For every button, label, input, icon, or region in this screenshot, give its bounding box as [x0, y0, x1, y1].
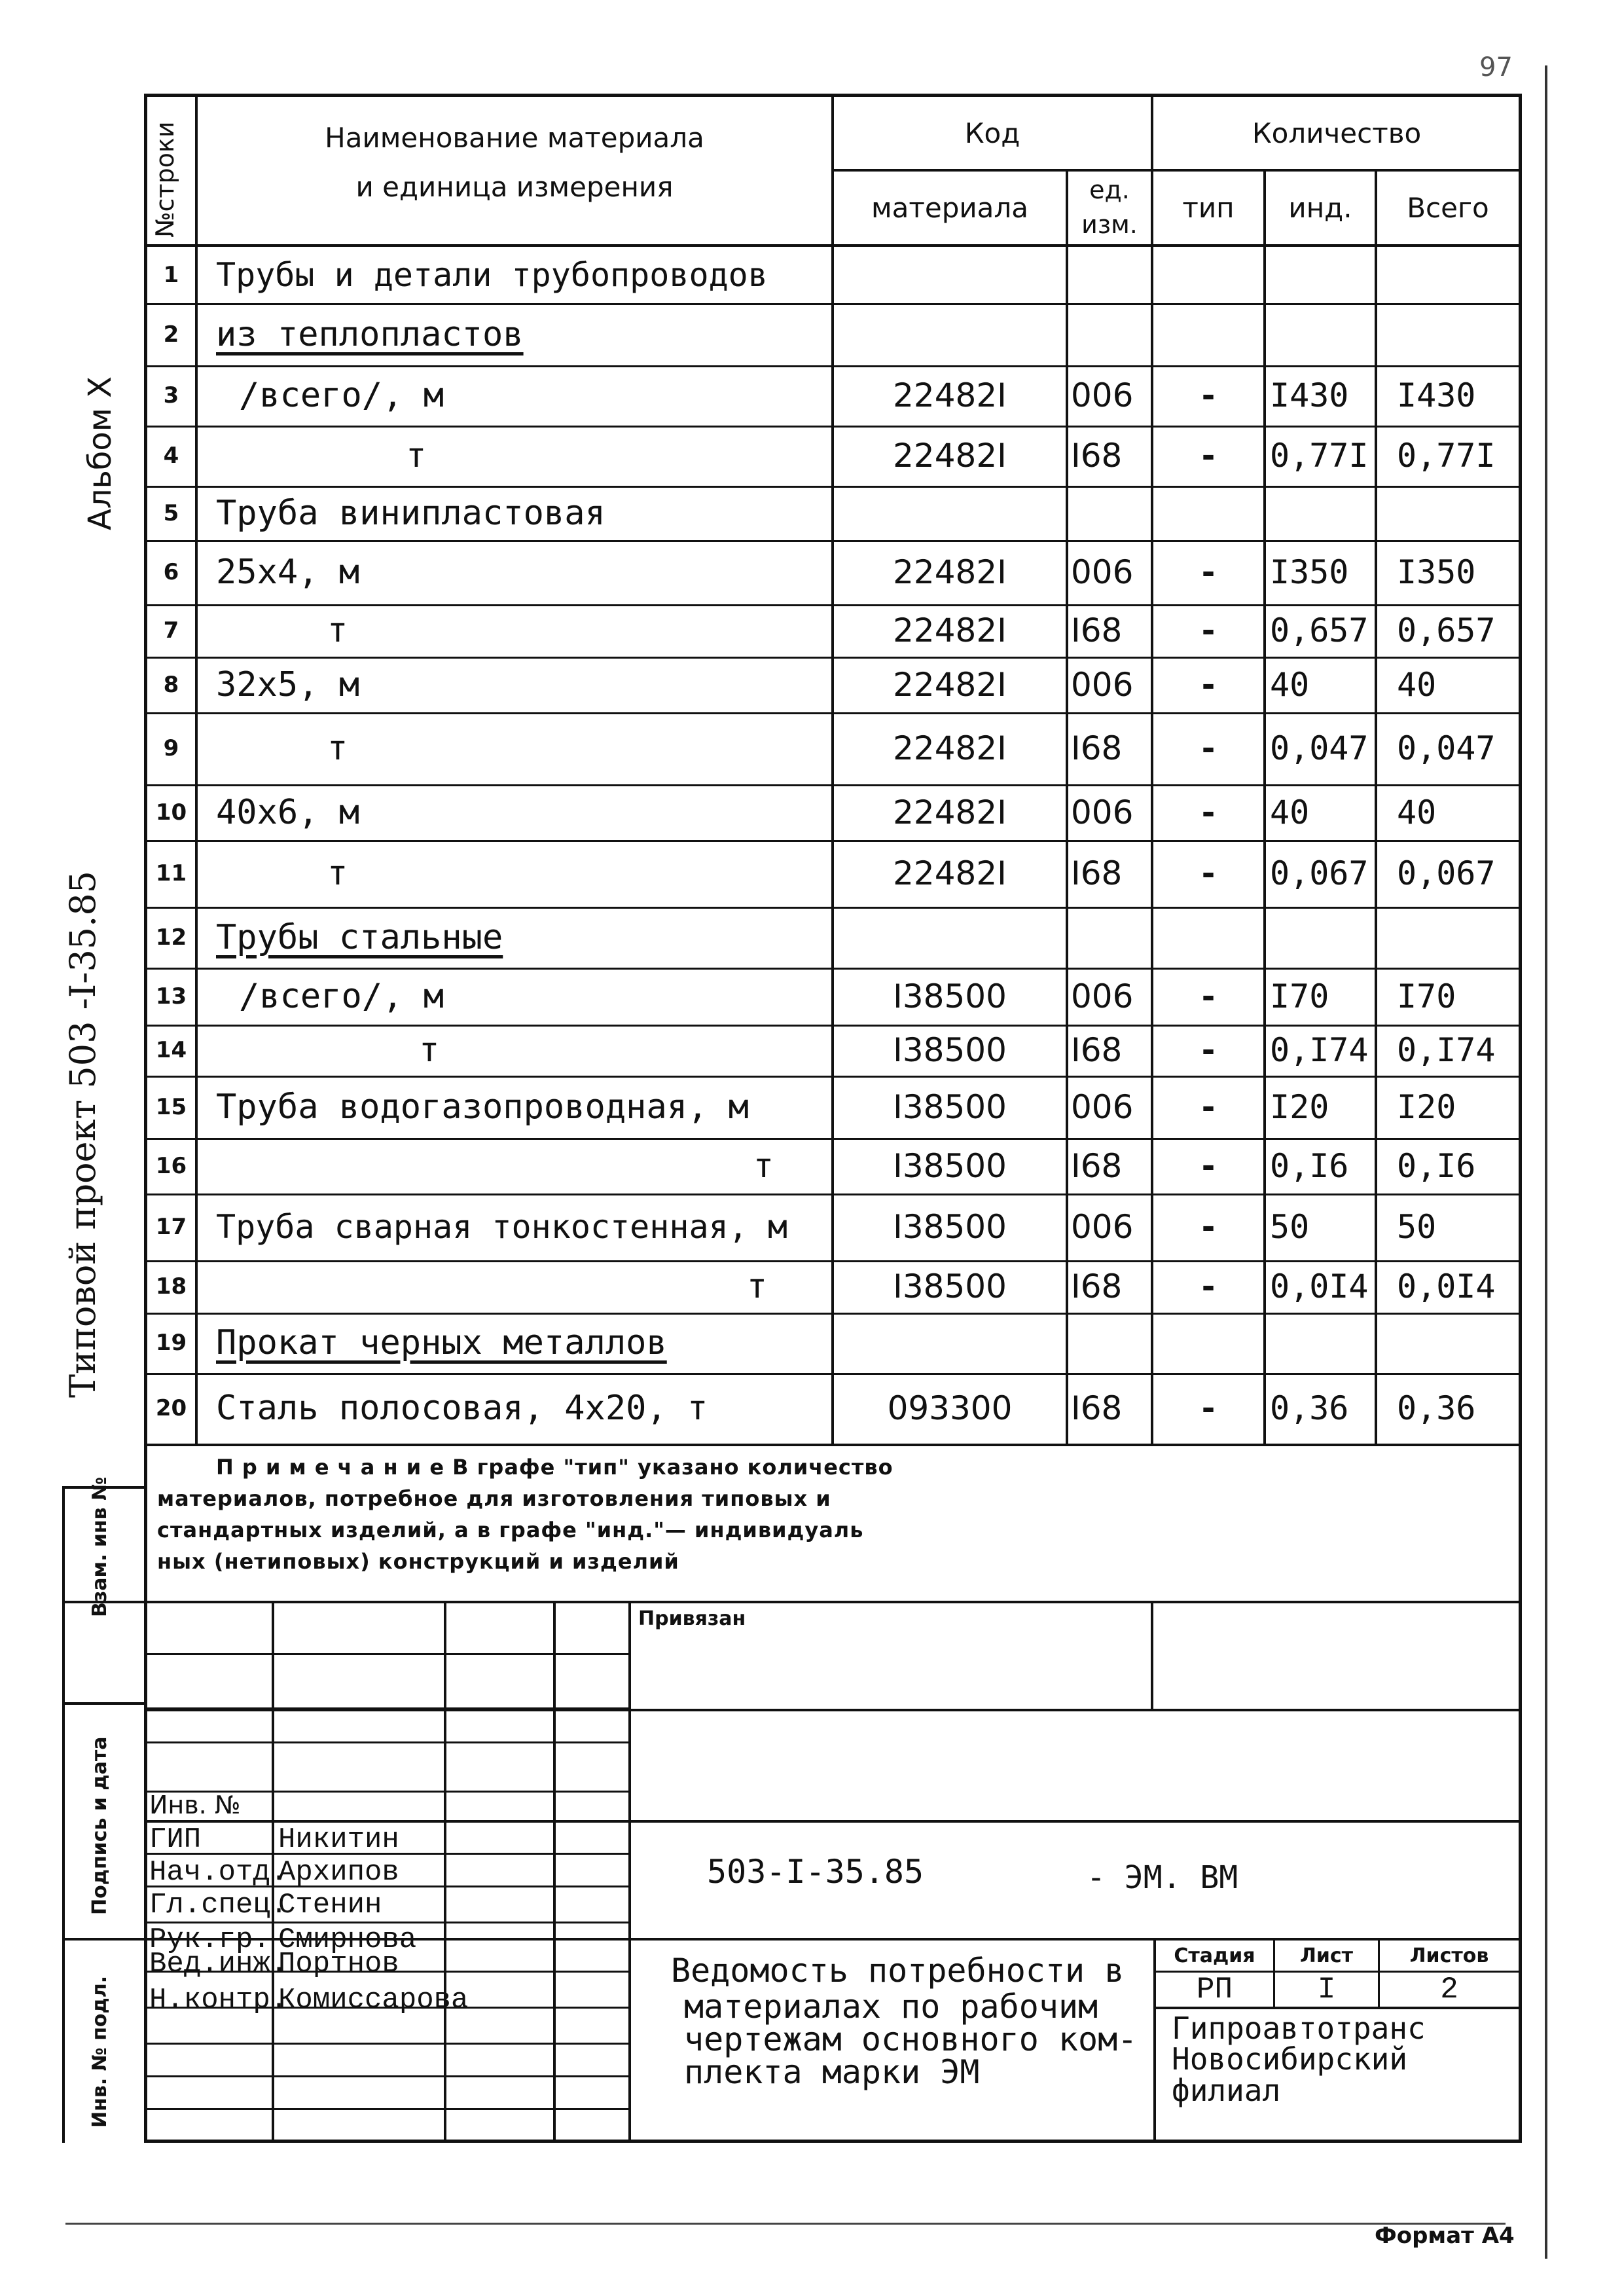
row-type: -: [1201, 854, 1216, 892]
signature-role: Гл.спец.: [149, 1889, 288, 1922]
code-header: Код: [964, 117, 1020, 149]
designation: 503-I-35.85: [707, 1853, 924, 1891]
privyazan-label: Привязан: [638, 1607, 746, 1630]
row-code: I38500: [893, 1087, 1007, 1126]
row-code: 22482I: [893, 553, 1007, 591]
row-name: т: [327, 729, 348, 768]
signature-name: Портнов: [278, 1948, 399, 1980]
row-type: -: [1201, 1208, 1216, 1246]
row-unit: [1071, 247, 1151, 303]
row-code: 22482I: [893, 376, 1007, 414]
row-ind: 50: [1270, 1208, 1310, 1246]
row-number: 4: [163, 443, 179, 469]
row-name: т: [327, 611, 348, 650]
row-total: [1377, 247, 1519, 303]
row-type: -: [1201, 793, 1216, 831]
signature-role: Н.контр.: [149, 1984, 288, 2016]
row-ind: 0,657: [1270, 611, 1369, 649]
row-name: из теплопластов: [216, 314, 524, 354]
row-number: 8: [163, 671, 179, 698]
unit-header-line1: ед.: [1089, 175, 1130, 204]
row-unit: I68: [1071, 1146, 1123, 1185]
row-type: -: [1201, 1267, 1216, 1305]
stage-label: Стадия: [1174, 1944, 1255, 1967]
row-type: [1153, 907, 1263, 968]
row-number: 5: [163, 500, 179, 526]
row-unit: I68: [1071, 854, 1123, 892]
sheet-value: I: [1317, 1973, 1336, 2007]
row-name: 25х4, м: [216, 553, 360, 592]
row-type: -: [1201, 1146, 1216, 1185]
row-total: 0,36: [1397, 1389, 1476, 1427]
row-code: I38500: [893, 1208, 1007, 1246]
row-type: -: [1201, 1031, 1216, 1069]
row-type: -: [1201, 729, 1216, 767]
row-name: Трубы и детали трубопроводов: [216, 256, 768, 294]
row-number: 18: [155, 1273, 187, 1300]
row-name: т: [753, 1146, 774, 1186]
vzam-label: Взам. инв №: [88, 1476, 111, 1617]
row-total: I20: [1397, 1087, 1456, 1126]
organization-3: филиал: [1172, 2073, 1281, 2108]
row-type: -: [1201, 376, 1216, 414]
row-ind: 0,36: [1270, 1389, 1349, 1427]
row-name: т: [406, 436, 427, 475]
row-code: I38500: [893, 1267, 1007, 1305]
row-number: 6: [163, 559, 179, 585]
row-total: 0,047: [1397, 729, 1496, 767]
row-name: 40х6, м: [216, 792, 360, 832]
row-code: 22482I: [893, 437, 1007, 475]
row-unit: I68: [1071, 611, 1123, 649]
row-code: 22482I: [893, 665, 1007, 704]
document-title-3: чертежам основного ком-: [684, 2020, 1138, 2058]
row-code: 22482I: [893, 854, 1007, 892]
row-ind: I430: [1270, 376, 1349, 414]
row-total: 0,77I: [1397, 437, 1496, 475]
row-name: Прокат черных металлов: [216, 1323, 667, 1362]
row-type: -: [1201, 553, 1216, 591]
row-code: [834, 1313, 1066, 1373]
row-total: 0,0I4: [1397, 1267, 1496, 1305]
row-code: 093300: [887, 1389, 1013, 1427]
row-name: т: [746, 1267, 767, 1306]
name-header-line1: Наименование материала: [325, 121, 704, 154]
row-unit: I68: [1071, 437, 1123, 475]
row-unit: [1071, 303, 1151, 365]
row-number: 3: [163, 382, 179, 409]
row-unit: I68: [1071, 1267, 1123, 1305]
row-code: I38500: [893, 1146, 1007, 1185]
row-unit: [1071, 1313, 1151, 1373]
row-total: I70: [1397, 977, 1456, 1015]
row-name: Труба водогазопроводная, м: [216, 1087, 749, 1127]
material-code-header: материала: [871, 192, 1028, 224]
row-number: 14: [155, 1037, 187, 1063]
row-total: 0,I74: [1397, 1031, 1496, 1069]
format-label: Формат А4: [1375, 2223, 1515, 2249]
row-number: 13: [155, 983, 187, 1010]
row-code: [834, 907, 1066, 968]
row-total: I350: [1397, 553, 1476, 591]
name-header-line2: и единица измерения: [355, 170, 674, 203]
row-number: 16: [155, 1152, 187, 1179]
row-type: [1153, 303, 1263, 365]
sheet-label: Лист: [1299, 1944, 1354, 1967]
row-unit: 006: [1071, 1208, 1134, 1246]
row-number: 15: [155, 1093, 187, 1120]
organization-2: Новосибирский: [1172, 2041, 1408, 2077]
row-total: [1377, 907, 1519, 968]
row-total: [1377, 486, 1519, 540]
row-type: -: [1201, 1087, 1216, 1126]
row-number: 7: [163, 617, 179, 644]
project-caption: Типовой проект 503 -I-35.85: [62, 870, 103, 1398]
podpis-label: Подпись и дата: [88, 1736, 111, 1915]
signature-name: Архипов: [278, 1856, 399, 1889]
row-ind: [1266, 303, 1375, 365]
signature-role: ГИП: [149, 1823, 202, 1856]
row-name: Трубы стальные: [216, 917, 503, 957]
row-unit: I68: [1071, 1389, 1123, 1427]
page-corner-number: 97: [1479, 52, 1513, 82]
total-header: Всего: [1407, 192, 1489, 224]
row-number: 10: [155, 799, 187, 826]
row-code: 22482I: [893, 729, 1007, 767]
row-type: -: [1201, 977, 1216, 1015]
row-ind: [1266, 247, 1375, 303]
row-unit: [1071, 907, 1151, 968]
note-line-4: ных (нетиповых) конструкций и изделий: [157, 1549, 679, 1574]
signature-name: Комиссарова: [278, 1984, 469, 2016]
row-type: [1153, 486, 1263, 540]
row-unit: [1071, 486, 1151, 540]
album-caption: Альбом Х: [82, 376, 118, 530]
row-total: [1377, 303, 1519, 365]
row-total: 0,067: [1397, 854, 1496, 892]
row-name: Труба сварная тонкостенная, м: [216, 1208, 787, 1246]
row-number: 9: [163, 735, 179, 761]
note-line-3: стандартных изделий, а в графе "инд."— индивидуаль: [157, 1518, 864, 1542]
row-type: [1153, 247, 1263, 303]
row-ind: 0,0I4: [1270, 1267, 1369, 1305]
row-number: 11: [155, 860, 187, 886]
signature-name: Смирнова: [278, 1923, 417, 1956]
row-name: Сталь полосовая, 4х20, т: [216, 1389, 708, 1428]
row-number: 19: [155, 1330, 187, 1356]
row-number: 17: [155, 1214, 187, 1240]
row-unit: 006: [1071, 665, 1134, 704]
row-ind: 0,I74: [1270, 1031, 1369, 1069]
row-ind: I350: [1270, 553, 1349, 591]
row-name: /всего/, м: [239, 376, 444, 415]
row-number: 1: [163, 262, 179, 288]
row-name: /всего/, м: [239, 976, 444, 1016]
row-type: -: [1201, 611, 1216, 649]
quantity-header: Количество: [1252, 117, 1422, 149]
signature-role: Вед.инж.: [149, 1948, 288, 1980]
document-title-1: Ведомость потребности в: [671, 1952, 1125, 1990]
row-code: [834, 247, 1066, 303]
row-unit: 006: [1071, 1087, 1134, 1126]
row-unit: 006: [1071, 977, 1134, 1015]
row-total: I430: [1397, 376, 1476, 414]
row-name: т: [327, 854, 348, 893]
row-number-header: №строки: [151, 121, 179, 238]
row-ind: 40: [1270, 665, 1310, 704]
row-unit: I68: [1071, 1031, 1123, 1069]
organization-1: Гипроавтотранс: [1172, 2011, 1426, 2046]
sheets-value: 2: [1440, 1973, 1458, 2007]
row-total: 0,657: [1397, 611, 1496, 649]
row-total: 40: [1397, 665, 1437, 704]
row-number: 12: [155, 924, 187, 951]
row-name: 32х5, м: [216, 665, 360, 704]
inv-podl-label: Инв. № подл.: [88, 1975, 111, 2128]
row-number: 2: [163, 321, 179, 348]
row-code: 22482I: [893, 611, 1007, 649]
row-name: Труба винипластовая: [216, 493, 605, 533]
mark-code: - ЭМ. ВМ: [1087, 1859, 1238, 1896]
signature-role: Нач.отд.: [149, 1856, 288, 1889]
row-total: 0,I6: [1397, 1146, 1476, 1185]
signature-name: Никитин: [278, 1823, 399, 1856]
row-code: [834, 303, 1066, 365]
row-ind: 0,I6: [1270, 1146, 1349, 1185]
row-type: -: [1201, 665, 1216, 704]
row-unit: 006: [1071, 793, 1134, 831]
row-type: -: [1201, 437, 1216, 475]
row-ind: 0,77I: [1270, 437, 1369, 475]
document-title-2: материалах по рабочим: [684, 1988, 1098, 2026]
unit-header-line2: изм.: [1081, 210, 1138, 239]
document-title-4: плекта марки ЭМ: [684, 2053, 980, 2091]
stage-value: РП: [1196, 1973, 1233, 2007]
row-unit: 006: [1071, 376, 1134, 414]
row-ind: [1266, 486, 1375, 540]
row-total: 40: [1397, 793, 1437, 831]
row-total: [1377, 1313, 1519, 1373]
signature-name: Стенин: [278, 1889, 382, 1922]
row-ind: 0,047: [1270, 729, 1369, 767]
row-number: 20: [155, 1395, 187, 1421]
row-ind: I20: [1270, 1087, 1329, 1126]
signature-role: Рук.гр.: [149, 1923, 270, 1956]
row-ind: [1266, 1313, 1375, 1373]
row-name: т: [419, 1030, 440, 1070]
type-header: тип: [1182, 192, 1235, 224]
row-code: I38500: [893, 1031, 1007, 1069]
row-ind: I70: [1270, 977, 1329, 1015]
inv-no-label: Инв. №: [149, 1791, 241, 1819]
sheets-label: Листов: [1409, 1944, 1489, 1967]
row-code: [834, 486, 1066, 540]
row-type: -: [1201, 1389, 1216, 1427]
row-type: [1153, 1313, 1263, 1373]
note-line-1: П р и м е ч а н и е В графе "тип" указано количество: [216, 1455, 893, 1480]
row-code: I38500: [893, 977, 1007, 1015]
note-line-2: материалов, потребное для изготовления типовых и: [157, 1486, 831, 1511]
ind-header: инд.: [1288, 192, 1352, 224]
row-ind: [1266, 907, 1375, 968]
row-total: 50: [1397, 1208, 1437, 1246]
row-ind: 40: [1270, 793, 1310, 831]
row-code: 22482I: [893, 793, 1007, 831]
row-unit: I68: [1071, 729, 1123, 767]
row-ind: 0,067: [1270, 854, 1369, 892]
row-unit: 006: [1071, 553, 1134, 591]
